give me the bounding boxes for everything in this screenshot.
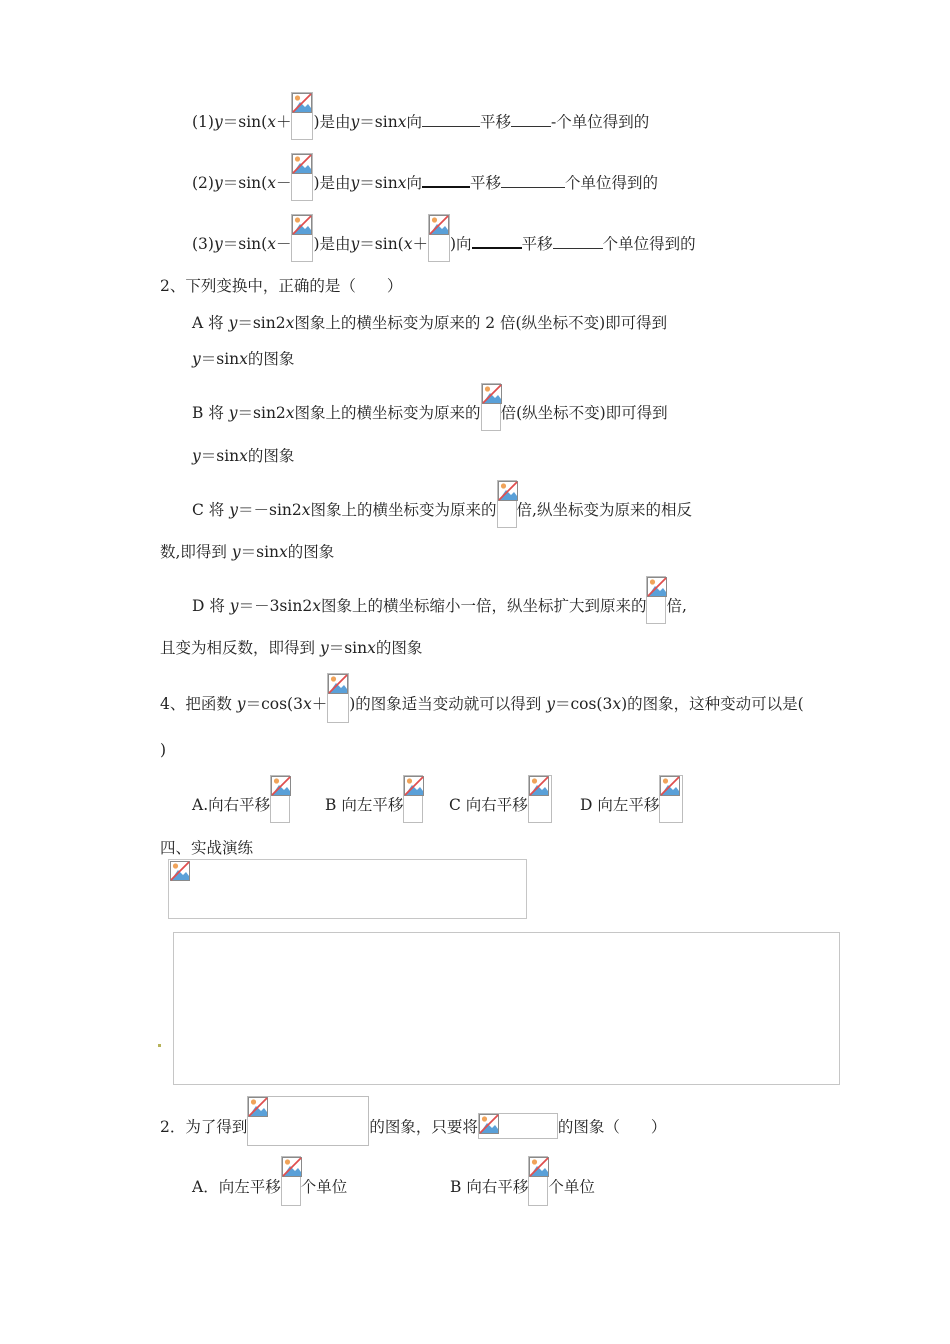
q2b-option-a[interactable] xyxy=(192,1170,347,1206)
direction-text: 向 xyxy=(406,174,422,192)
q2-heading: 2、下列变换中，正确的是（ ） xyxy=(160,277,403,295)
broken-image-icon xyxy=(528,1156,548,1206)
equation-text: ＝sin( xyxy=(222,174,268,192)
ending-text: 个单位得到的 xyxy=(602,235,696,253)
equation-text: ＝－sin2 xyxy=(237,501,302,519)
broken-image-icon xyxy=(327,673,349,723)
direction-text: 向 xyxy=(406,113,422,131)
var-y: y xyxy=(229,597,239,615)
equation-text: ＝s xyxy=(237,404,261,422)
option-text: A．向左平移 xyxy=(192,1178,281,1196)
var-y: y xyxy=(350,235,360,253)
option-label: D 将 xyxy=(192,597,230,615)
var-y: y xyxy=(192,350,201,368)
option-text: D 向左平移 xyxy=(580,796,660,814)
option-text: 倍,纵坐标变为原来的相反 xyxy=(516,501,692,519)
var-y: y xyxy=(213,174,223,192)
broken-image-icon xyxy=(646,576,666,624)
broken-image-icon xyxy=(428,214,450,262)
ending-text: 个单位得到的 xyxy=(556,113,650,131)
question-text: )的图象，这种变动可以是( xyxy=(621,695,804,713)
answer-blank[interactable] xyxy=(422,172,470,188)
option-text: 的图象 xyxy=(247,350,295,368)
option-text: 图象上的横坐标变为原来的 xyxy=(294,404,481,422)
var-x: x xyxy=(301,501,311,519)
equation-text: ＝sin( xyxy=(359,235,404,253)
translate-text: 平移 xyxy=(469,174,501,192)
q4-option-b[interactable] xyxy=(325,789,423,823)
q2-option-a-cont xyxy=(192,349,294,369)
translate-text: 平移 xyxy=(479,113,511,131)
q4-option-a[interactable] xyxy=(192,789,290,823)
broken-image-icon xyxy=(497,480,517,528)
equation-text: )是由 xyxy=(313,113,351,131)
translate-text: 平移 xyxy=(521,235,553,253)
var-y: y xyxy=(213,113,223,131)
answer-blank[interactable] xyxy=(511,112,551,127)
q4-question-cont: ) xyxy=(160,741,167,759)
equation-text: ＝sin xyxy=(200,350,240,368)
answer-blank[interactable] xyxy=(501,173,565,188)
equation-text: ＝sin xyxy=(359,174,398,192)
option-text: 的图象 xyxy=(375,639,423,657)
question-text: 4、把函数 xyxy=(160,695,237,713)
var-y: y xyxy=(228,404,238,422)
var-y: y xyxy=(228,314,238,332)
option-text: 倍(纵坐标不变)即可得到 xyxy=(500,404,668,422)
operator: ＋ xyxy=(311,695,328,713)
broken-image-icon xyxy=(403,775,423,823)
equation-text: )是由 xyxy=(313,174,351,192)
q2-option-b xyxy=(192,397,668,431)
equation-text: ＝cos(3 xyxy=(554,695,613,713)
equation-text: ＝sin2 xyxy=(237,314,286,332)
option-text: A.向右平移 xyxy=(192,796,271,814)
q1-item-1 xyxy=(192,106,649,140)
q4-option-d[interactable] xyxy=(580,789,683,823)
var-x: x xyxy=(267,235,276,253)
broken-image-icon xyxy=(528,775,552,823)
equation-text: ＝－3sin2 xyxy=(238,597,313,615)
question-text: 的图象（ ） xyxy=(557,1118,667,1136)
var-x: x xyxy=(267,113,276,131)
var-x: x xyxy=(367,639,376,657)
var-x: x xyxy=(239,350,248,368)
ending-text: 个单位得到的 xyxy=(564,174,658,192)
question-text: 2．为了得到 xyxy=(160,1118,248,1136)
anchor-dot xyxy=(158,1044,161,1047)
equation-text: ＝sin xyxy=(240,543,280,561)
option-text: 倍, xyxy=(666,597,687,615)
broken-image-icon xyxy=(478,1113,558,1139)
option-label: A 将 xyxy=(192,314,229,332)
option-text: 图象上的横坐标变为原来的 xyxy=(310,501,497,519)
equation-text: in( xyxy=(246,113,268,131)
var-y: y xyxy=(546,695,555,713)
question-text: )的图象适当变动就可以得到 xyxy=(349,695,547,713)
var-x: x xyxy=(279,543,288,561)
broken-image-icon xyxy=(291,92,313,140)
broken-image-icon xyxy=(247,1096,369,1146)
var-y: y xyxy=(192,447,201,465)
option-text: C 向右平移 xyxy=(449,796,528,814)
q2-option-d-cont xyxy=(160,638,422,658)
q2-option-d xyxy=(192,590,687,624)
operator: － xyxy=(275,174,292,192)
operator: ＋ xyxy=(412,235,428,253)
broken-image-icon xyxy=(170,861,190,881)
direction-text: )向 xyxy=(450,235,472,253)
var-y: y xyxy=(213,235,223,253)
q2-option-c xyxy=(192,494,692,528)
dash: - xyxy=(550,113,557,131)
var-x: x xyxy=(612,695,622,713)
equation-text: ＝sin( xyxy=(222,235,268,253)
var-y: y xyxy=(231,543,241,561)
q2b-question xyxy=(160,1110,666,1146)
equation-text: ＝sin xyxy=(359,113,398,131)
operator: － xyxy=(275,235,292,253)
q4-question xyxy=(160,687,804,723)
item-number: (2) xyxy=(192,174,214,192)
q1-item-3 xyxy=(192,228,696,262)
answer-blank[interactable] xyxy=(472,233,522,249)
broken-image-icon xyxy=(481,383,501,431)
broken-image-icon xyxy=(659,775,683,823)
section-title: 四、实战演练 xyxy=(160,839,254,857)
option-label: C 将 xyxy=(192,501,230,519)
var-y: y xyxy=(350,113,360,131)
option-text: B 向左平移 xyxy=(325,796,404,814)
q2-option-b-cont xyxy=(192,446,294,466)
broken-image-icon xyxy=(281,1156,301,1206)
question-text: 的图象，只要将 xyxy=(369,1118,478,1136)
var-x: x xyxy=(285,314,295,332)
option-text: 且变为相反数，即得到 xyxy=(160,639,320,657)
item-number: (1) xyxy=(192,113,214,131)
equation-text: )是由 xyxy=(313,235,351,253)
q2b-option-b[interactable] xyxy=(450,1170,595,1206)
option-text: 个单位 xyxy=(548,1178,595,1196)
option-text: 数,即得到 xyxy=(160,543,232,561)
var-x: x xyxy=(302,695,312,713)
var-y: y xyxy=(350,174,360,192)
option-text: 图象上的横坐标缩小一倍，纵坐标扩大到原来的 xyxy=(320,597,647,615)
broken-image-icon xyxy=(270,775,290,823)
var-x: x xyxy=(397,174,407,192)
equation-text: ＝sin xyxy=(200,447,240,465)
var-x: x xyxy=(239,447,248,465)
equation-text: ＝cos(3 xyxy=(245,695,303,713)
option-text: 的图象 xyxy=(287,543,335,561)
q2-option-c-cont xyxy=(160,542,334,562)
var-y: y xyxy=(236,695,246,713)
var-x: x xyxy=(403,235,413,253)
option-text: 个单位 xyxy=(300,1178,348,1196)
equation-text: in2 xyxy=(260,404,286,422)
var-y: y xyxy=(319,639,329,657)
var-x: x xyxy=(312,597,321,615)
equation-text: ＝sin xyxy=(328,639,368,657)
broken-image-icon xyxy=(291,214,313,262)
q2-option-a xyxy=(192,313,667,333)
item-number: (3) xyxy=(192,235,214,253)
option-text: 的图象 xyxy=(247,447,295,465)
var-x: x xyxy=(397,113,407,131)
q1-item-2 xyxy=(192,167,658,201)
var-x: x xyxy=(267,174,276,192)
equation-text: ＝s xyxy=(222,113,247,131)
image-placeholder-large xyxy=(173,932,840,1085)
broken-image-icon xyxy=(291,153,313,201)
answer-blank[interactable] xyxy=(422,112,480,127)
var-y: y xyxy=(229,501,238,519)
var-x: x xyxy=(285,404,295,422)
image-placeholder-box xyxy=(168,859,527,919)
answer-blank[interactable] xyxy=(553,234,603,249)
option-label: B 将 xyxy=(192,404,229,422)
operator: ＋ xyxy=(275,113,292,131)
q4-option-c[interactable] xyxy=(449,789,552,823)
option-text: B 向右平移 xyxy=(450,1178,529,1196)
option-text: 图象上的横坐标变为原来的 2 倍(纵坐标不变)即可得到 xyxy=(294,314,668,332)
